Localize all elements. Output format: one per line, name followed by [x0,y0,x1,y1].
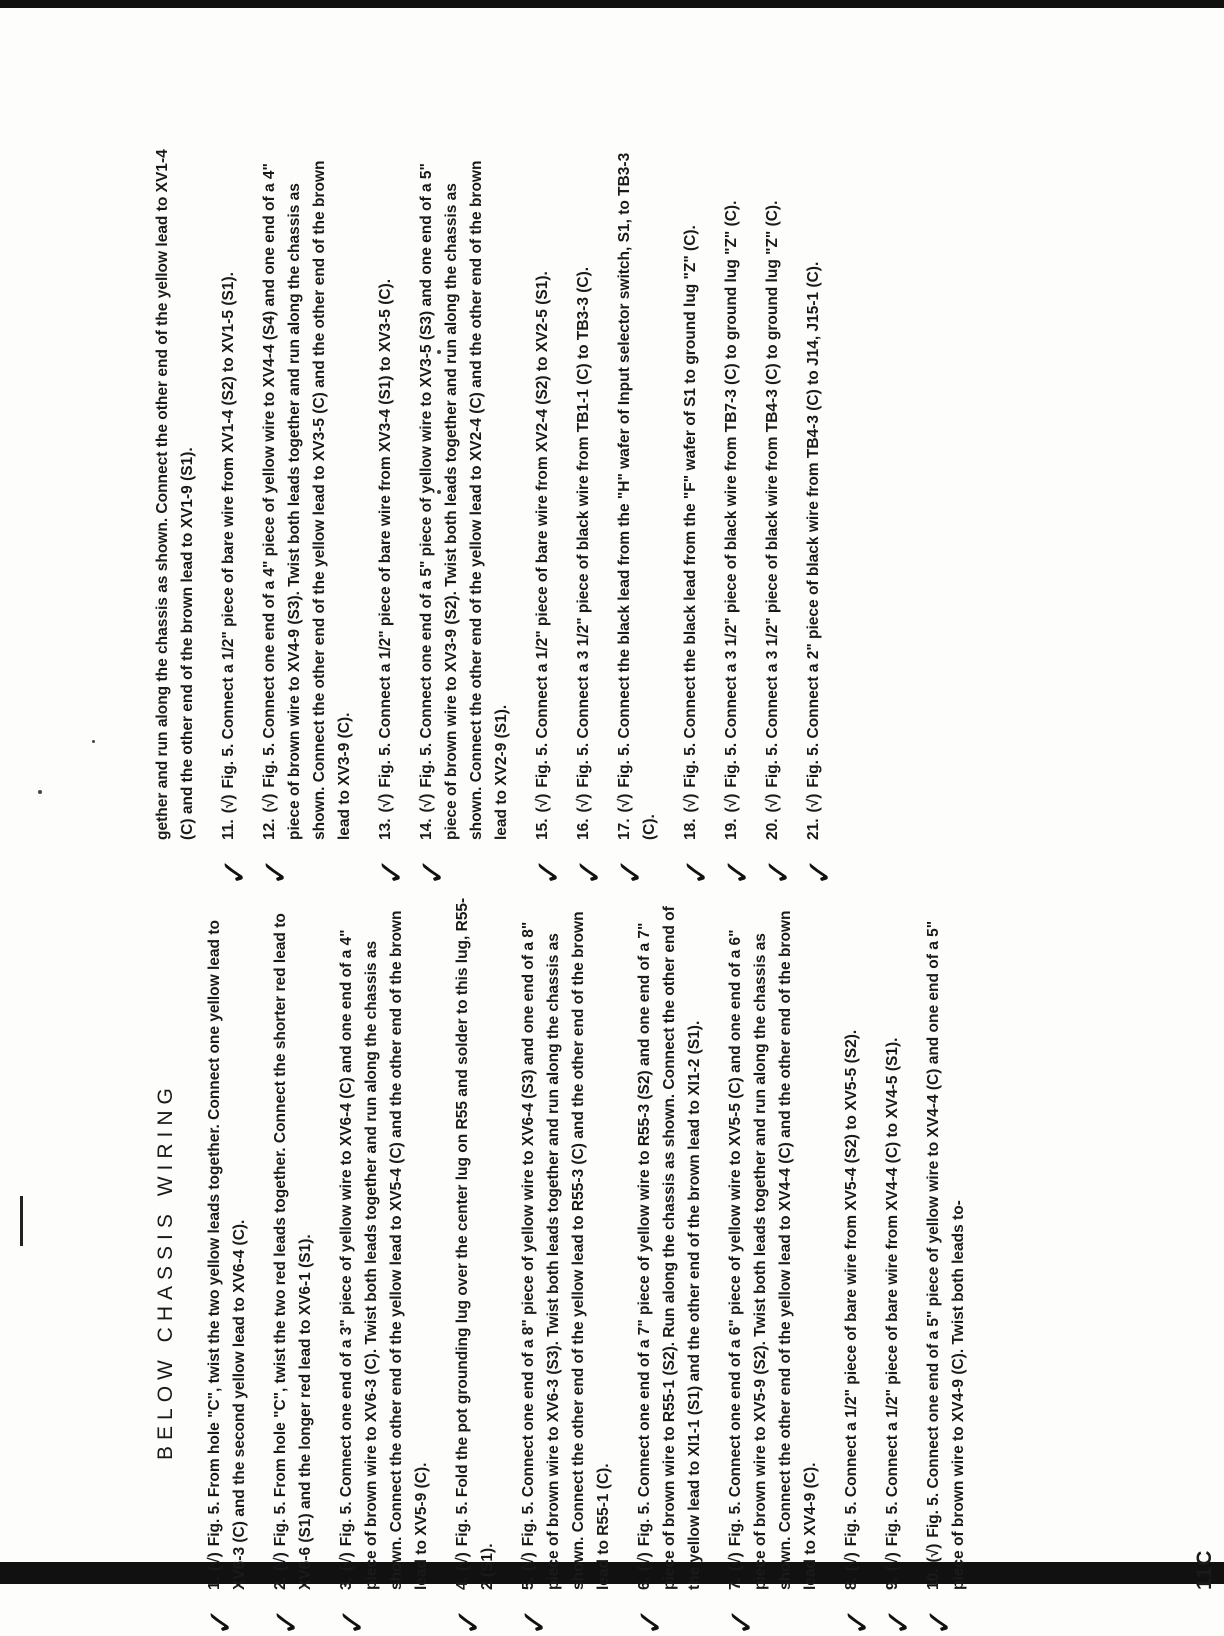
checkmark-icon: ✓ [725,1608,759,1636]
checkmark-icon: ✓ [614,858,648,887]
instruction-step [450,890,500,1590]
instruction-step [719,140,744,840]
step-checkbox[interactable]: (√) [338,1552,355,1571]
step-checkbox[interactable]: (√) [925,1544,942,1563]
checkmark-icon: ✓ [923,1608,957,1636]
step-checkbox[interactable]: (√) [418,794,435,813]
right-step-list [216,140,826,840]
checkmark-icon: ✓ [532,858,566,887]
checkmark-icon: ✓ [882,1608,916,1636]
section-title: BELOW CHASSIS WIRING [150,890,182,1590]
step-number: 20. [764,818,781,840]
step-text: Fig. 5. Connect one end of a 3" piece of yellow wire to XV6-4 (C) and one end of a 4" piece of brown wire to XV6-3 (C). Twist both leads together and run along the chassis as shown. Connect the other end of the yellow lead to XV5-4 (C) and the other end of the brown lead to XV5-9 (C). [338,911,430,1590]
instruction-step [216,140,241,840]
instruction-step [268,890,318,1590]
step-text: Fig. 5. Fold the pot grounding lug over the center lug on R55 and solder to this lug, R55-2 (S1). [454,898,496,1590]
step-text: Fig. 5. Connect one end of a 7" piece of yellow wire to R55-3 (S2) and one end of a 7" piece of brown wire to R55-1 (S2). Run along the chassis as shown. Connect the other end of the yellow lead to XI1-1 (S1) and the other end of the brown lead to XI1-2 (S1). [636,906,703,1590]
checkmark-icon: ✓ [416,858,450,887]
step-text: Fig. 5. Connect a 1/2" piece of bare wire from XV4-4 (C) to XV4-5 (S1). [884,1038,901,1547]
checkmark-icon: ✓ [336,1608,370,1636]
step-text: Fig. 5. Connect a 2" piece of black wire from TB4-3 (C) to J14, J15-1 (C). [805,262,822,788]
step-checkbox[interactable]: (√) [272,1552,289,1571]
checkmark-icon: ✓ [762,858,796,887]
step-checkbox[interactable]: (√) [723,794,740,813]
step-text: Fig. 5. Connect a 1/2" piece of bare wire from XV1-4 (S2) to XV1-5 (S1). [220,272,237,788]
step-checkbox[interactable]: (√) [764,794,781,813]
step-number: 2. [272,1577,289,1590]
step-text: Fig. 5. Connect a 3 1/2" piece of black wire from TB7-3 (C) to ground lug "Z" (C). [723,201,740,788]
step-number: 17. [616,818,633,840]
step-number: 6. [636,1577,653,1590]
checkmark-icon: ✓ [841,1608,875,1636]
step-number: 5. [520,1577,537,1590]
step-text: Fig. 5. Connect the black lead from the "F" wafer of S1 to ground lug "Z" (C). [682,225,699,787]
step-number: 18. [682,818,699,840]
step-number: 13. [377,818,394,840]
instruction-step [202,890,252,1590]
checkmark-icon: ✓ [259,858,293,887]
instruction-step [571,140,596,840]
step-checkbox[interactable]: (√) [377,794,394,813]
checkmark-icon: ✓ [218,858,252,887]
instruction-step [516,890,616,1590]
step-text: Fig. 5. Connect one end of a 5" piece of yellow wire to XV3-5 (S3) and one end of a 5" piece of brown wire to XV3-9 (S2). Twist both leads together and run along the chassis as shown. Connect the other end of the yellow lead to XV2-4 (C) and the other end of the brown lead to XV2-9 (S1). [418,161,510,840]
page-number: 11C [1193,1550,1217,1590]
step-text: Fig. 5. Connect a 1/2" piece of bare wire from XV5-4 (S2) to XV5-5 (S2). [843,1030,860,1546]
step-number: 1. [206,1577,223,1590]
step-text: Fig. 5. Connect one end of a 6" piece of yellow wire to XV5-5 (C) and one end of a 6" piece of brown wire to XV5-9 (S2). Twist both leads together and run along the chassis as shown. Connect the other end of the yellow lead to XV4-4 (C) and the other end of the brown lead to XV4-9 (C). [727,911,819,1590]
scan-top-edge [0,0,1224,8]
step-number: 14. [418,818,435,840]
step-checkbox[interactable]: (√) [616,794,633,813]
step-text: Fig. 5. From hole "C", twist the two red leads together. Connect the shorter red lead to XV6-6 (S1) and the longer red lead to XV6-1 (S1). [272,913,314,1590]
step-number: 7. [727,1577,744,1590]
checkmark-icon: ✓ [803,858,837,887]
instruction-step [801,140,826,840]
step-checkbox[interactable]: (√) [843,1552,860,1571]
step-text: Fig. 5. Connect a 1/2" piece of bare wire from XV3-4 (S1) to XV3-5 (C). [377,279,394,788]
step-number: 15. [534,818,551,840]
step-number: 8. [843,1577,860,1590]
checkmark-icon: ✓ [680,858,714,887]
instruction-step [632,890,707,1590]
scan-speck [92,740,95,743]
instruction-step [373,140,398,840]
left-step-list [202,890,971,1590]
step-checkbox[interactable]: (√) [520,1552,537,1571]
step-text: Fig. 5. From hole "C", twist the two yellow leads together. Connect one yellow lead to XV6-3 (C) and the second yellow lead to XV6-4 (C). [206,920,248,1590]
checkmark-icon: ✓ [518,1608,552,1636]
instruction-step [839,890,864,1590]
step-checkbox[interactable]: (√) [727,1552,744,1571]
instruction-step [880,890,905,1590]
checkmark-icon: ✓ [721,858,755,887]
right-column [150,140,842,840]
step-checkbox[interactable]: (√) [454,1552,471,1571]
instruction-step [921,890,971,1590]
scan-mark [20,1196,23,1246]
step-number: 10. [925,1568,942,1590]
left-column [150,890,987,1590]
step-text: Fig. 5. Connect a 3 1/2" piece of black wire from TB1-1 (C) to TB3-3 (C). [575,267,592,788]
instruction-step [257,140,357,840]
step-checkbox[interactable]: (√) [575,794,592,813]
checkmark-icon: ✓ [573,858,607,887]
step-checkbox[interactable]: (√) [261,794,278,813]
instruction-step [612,140,662,840]
step-checkbox[interactable]: (√) [534,794,551,813]
scan-speck [38,790,42,794]
step-text: Fig. 5. Connect a 3 1/2" piece of black wire from TB4-3 (C) to ground lug "Z" (C). [764,201,781,788]
checkmark-icon: ✓ [270,1608,304,1636]
step-number: 9. [884,1577,901,1590]
instruction-step [334,890,434,1590]
instruction-step [723,890,823,1590]
step-number: 11. [220,819,237,840]
step-number: 19. [723,818,740,840]
step-checkbox[interactable]: (√) [805,794,822,813]
step-number: 16. [575,818,592,840]
checkmark-icon: ✓ [452,1608,486,1636]
rotated-page [150,90,1224,1590]
checkmark-icon: ✓ [375,858,409,887]
step-checkbox[interactable]: (√) [220,794,237,813]
step-text: Fig. 5. Connect one end of a 8" piece of yellow wire to XV6-4 (S3) and one end of a 8" piece of brown wire to XV6-3 (S3). Twist both leads together and run along the chassis as shown. Connect the other end of the yellow lead to R55-3 (C) and the other end of the brown lead to R55-1 (C). [520,911,612,1590]
continuation-text: gether and run along the chassis as shown. Connect the other end of the yellow lead to XV1-4 (C) and the other end of the brown lead to XV1-9 (S1). [150,140,200,840]
step-text: Fig. 5. Connect a 1/2" piece of bare wire from XV2-4 (S2) to XV2-5 (S1). [534,271,551,787]
step-checkbox[interactable]: (√) [206,1552,223,1571]
step-number: 3. [338,1577,355,1590]
step-checkbox[interactable]: (√) [682,794,699,813]
instruction-step [678,140,703,840]
step-text: Fig. 5. Connect one end of a 5" piece of yellow wire to XV4-4 (C) and one end of a 5" piece of brown wire to XV4-9 (C). Twist both leads to- [925,921,967,1590]
instruction-step [760,140,785,840]
instruction-step [530,140,555,840]
step-checkbox[interactable]: (√) [884,1552,901,1571]
instruction-step [414,140,514,840]
step-text: Fig. 5. Connect the black lead from the "H" wafer of Input selector switch, S1, to TB3-3 (C). [616,153,658,840]
step-number: 4. [454,1577,471,1590]
step-number: 21. [805,818,822,840]
checkmark-icon: ✓ [634,1608,668,1636]
checkmark-icon: ✓ [204,1608,238,1636]
step-checkbox[interactable]: (√) [636,1552,653,1571]
step-text: Fig. 5. Connect one end of a 4" piece of yellow wire to XV4-4 (S4) and one end of a 4" piece of brown wire to XV4-9 (S3). Twist both leads together and run along the chassis as shown. Connect the other end of the yellow lead to XV3-5 (C) and the other end of the brown lead to XV3-9 (C). [261,161,353,840]
step-number: 12. [261,818,278,840]
